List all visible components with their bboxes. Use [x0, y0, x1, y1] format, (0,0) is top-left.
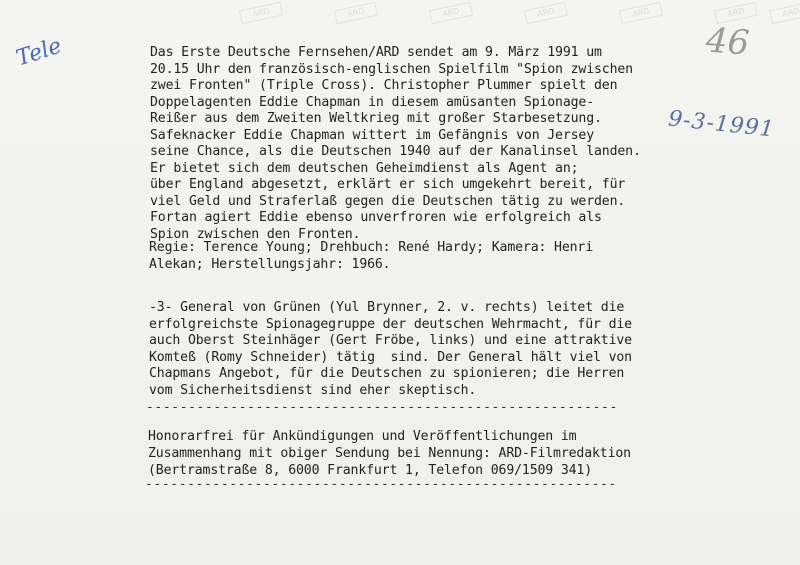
- footer-line: Zusammenhang mit obiger Sendung bei Nennung: ARD-Filmredaktion: [148, 446, 631, 461]
- credits-line: Regie: Terence Young; Drehbuch: René Hardy; Kamera: Henri: [149, 240, 594, 255]
- caption-line: -3- General von Grünen (Yul Brynner, 2. v. rechts) leitet die: [149, 300, 625, 315]
- handwritten-date: 9-3-1991: [666, 106, 776, 143]
- paragraph1-line: Doppelagenten Eddie Chapman in diesem amüsanten Spionage-: [150, 94, 595, 110]
- footer-line: Honorarfrei für Ankündigungen und Veröffentlichungen im: [148, 429, 577, 444]
- paragraph1-line: über England abgesetzt, erklärt er sich umgekehrt bereit, für: [150, 177, 626, 192]
- paragraph1-line: Safeknacker Eddie Chapman wittert im Gefängnis von Jersey: [150, 127, 595, 143]
- separator-line-top: --------------------------------------------------------: [146, 400, 618, 415]
- stamp-watermark: ARD: [334, 2, 378, 24]
- stamp-watermark: ARD: [429, 2, 473, 24]
- paragraph1-line: 20.15 Uhr den französisch-englischen Spielfilm "Spion zwischen: [150, 61, 633, 77]
- paragraph1-line: Reißer aus dem Zweiten Weltkrieg mit großer Starbesetzung.: [150, 111, 602, 126]
- paragraph1-line: zwei Fronten" (Triple Cross). Christopher Plummer spielt den: [150, 78, 618, 93]
- separator-line-bottom: --------------------------------------------------------: [145, 477, 617, 492]
- handwritten-initial: Tele: [13, 33, 65, 72]
- paragraph1-line: viel Geld und Straferlaß gegen die Deutschen tätig zu werden.: [150, 193, 626, 209]
- paragraph1-line: Das Erste Deutsche Fernsehen/ARD sendet am 9. März 1991 um: [150, 45, 602, 60]
- copyright-notice: [148, 428, 631, 479]
- stamp-watermark: ARD: [524, 2, 568, 24]
- credits-line: Alekan; Herstellungsjahr: 1966.: [149, 256, 391, 272]
- stamp-watermark: ARD: [714, 2, 758, 24]
- synopsis-paragraph: [150, 45, 641, 243]
- caption-line: Chapmans Angebot, für die Deutschen zu spionieren; die Herren: [149, 366, 625, 381]
- paragraph1-line: Er bietet sich dem deutschen Geheimdienst als Agent an;: [150, 160, 579, 176]
- paragraph1-line: Spion zwischen den Fronten.: [150, 226, 361, 242]
- stamp-watermark: ARD: [619, 2, 663, 24]
- photo-caption-paragraph: [149, 300, 632, 399]
- paragraph1-line: Fortan agiert Eddie ebenso unverfroren wie erfolgreich als: [150, 210, 602, 225]
- footer-line: (Bertramstraße 8, 6000 Frankfurt 1, Telefon 069/1509 341): [148, 463, 593, 478]
- caption-line: vom Sicherheitsdienst sind eher skeptisch.: [149, 382, 477, 398]
- stamp-watermark: ARD: [769, 2, 800, 24]
- credits-paragraph: [149, 240, 593, 273]
- caption-line: erfolgreichste Spionagegruppe der deutschen Wehrmacht, für die: [149, 316, 632, 332]
- caption-line: Komteß (Romy Schneider) tätig sind. Der General hält viel von: [149, 349, 632, 365]
- stamp-watermark: ARD: [239, 2, 283, 24]
- paragraph1-line: seine Chance, als die Deutschen 1940 auf der Kanalinsel landen.: [150, 144, 641, 159]
- handwritten-number: 46: [704, 20, 751, 64]
- caption-line: auch Oberst Steinhäger (Gert Fröbe, links) und eine attraktive: [149, 333, 632, 348]
